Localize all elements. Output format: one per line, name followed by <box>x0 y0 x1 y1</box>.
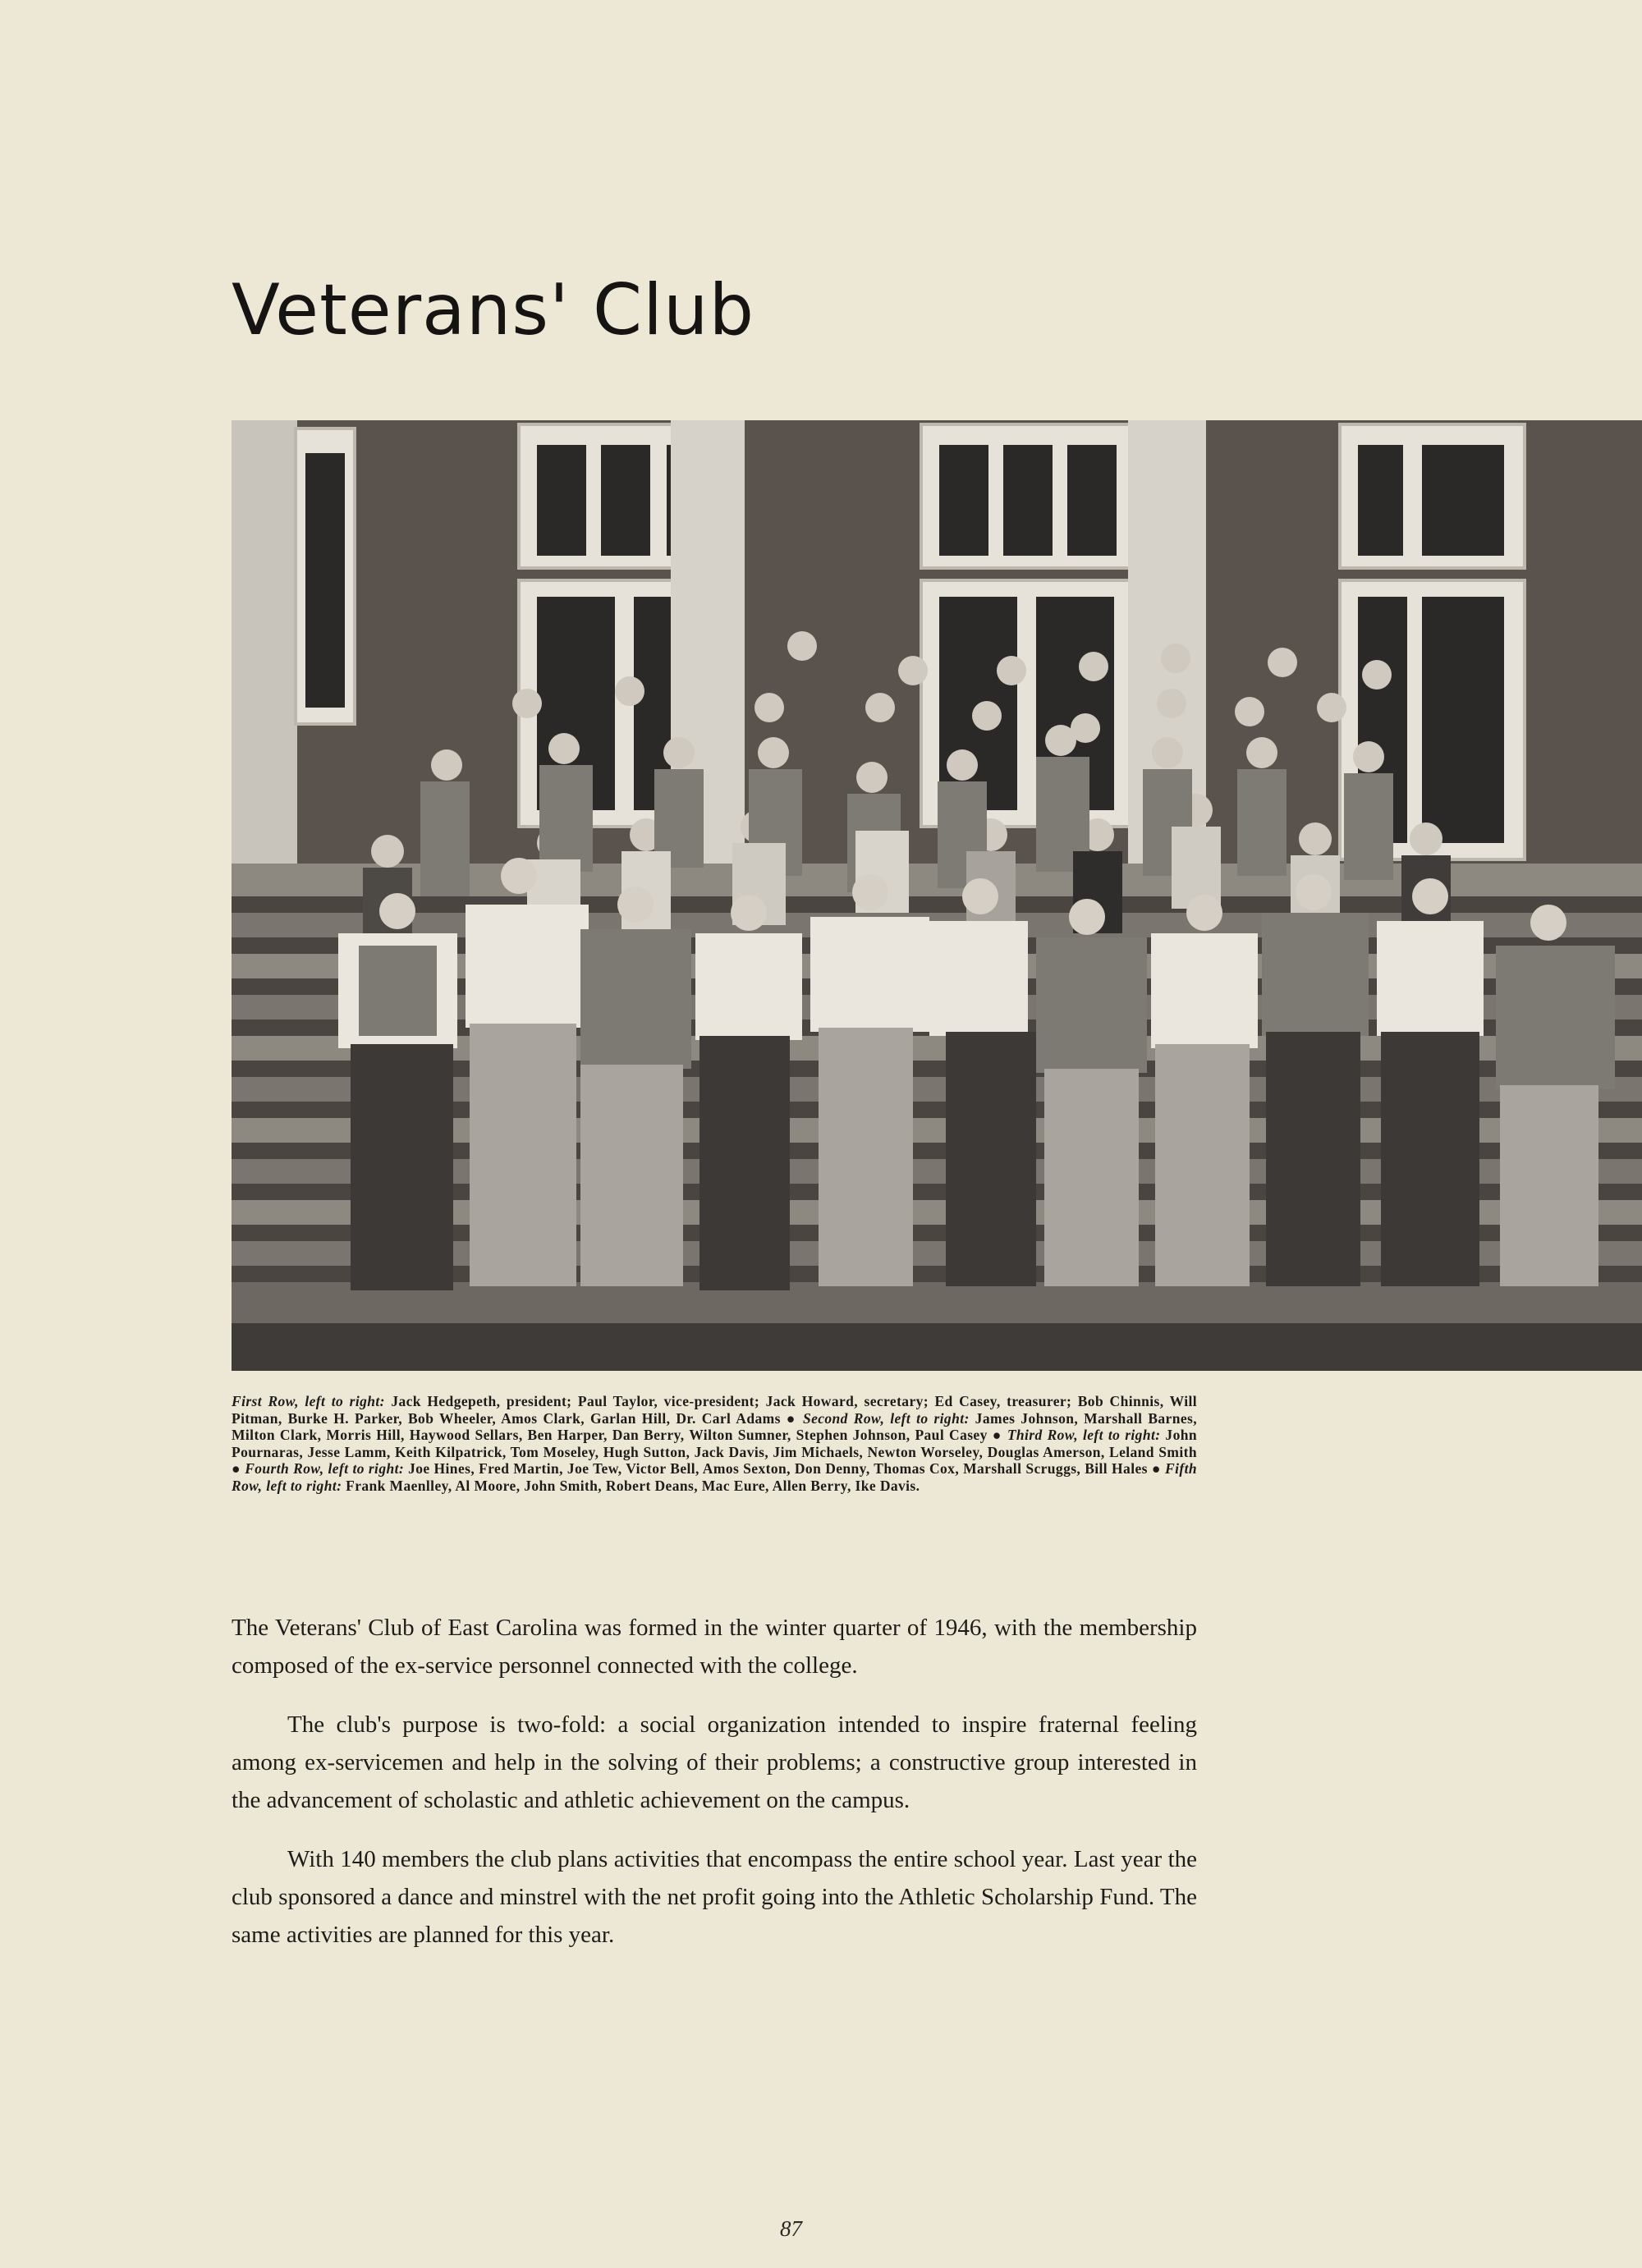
page-title: Veterans' Club <box>232 269 755 351</box>
caption-row-4-names: Joe Hines, Fred Martin, Joe Tew, Victor Bell, Amos Sexton, Don Denny, Thomas Cox, Marshall Scruggs, Bill Hales <box>404 1460 1152 1477</box>
caption-row-5-names: Frank Maenlley, Al Moore, John Smith, Robert Deans, Mac Eure, Allen Berry, Ike Davis. <box>342 1477 920 1494</box>
body-paragraph-3: With 140 members the club plans activities that encompass the entire school year. Last year the club sponsored a dance and minstrel with the net profit going into the Athletic Scholarship Fund. The same activities are planned for this year. <box>232 1846 1197 1948</box>
caption-row-4-label: Fourth Row, left to right: <box>245 1460 405 1477</box>
caption-row-1-label: First Row, left to right: <box>232 1393 385 1409</box>
caption-row-5-label: Fifth Row, left to right: <box>232 1460 1197 1494</box>
body-paragraph-1: The Veterans' Club of East Carolina was formed in the winter quarter of 1946, with the membership composed of the ex-service personnel connected with the college. <box>232 1615 1197 1679</box>
caption-separator: ● <box>1151 1460 1162 1477</box>
caption-separator: ● <box>232 1460 241 1477</box>
page-number: 87 <box>780 2216 802 2241</box>
article-body <box>232 1609 1197 1975</box>
caption-row-1-names: Jack Hedgepeth, president; Paul Taylor, vice-president; Jack Howard, secretary; Ed Casey, treasurer; Bob Chinnis, Will Pitman, Burke H. Parker, Bob Wheeler, Amos Clark, Garlan Hill, Dr. Carl Adams <box>232 1393 1197 1427</box>
caption-row-3-names: John Pournaras, Jesse Lamm, Keith Kilpatrick, Tom Moseley, Hugh Sutton, Jack Davis, Jim Michaels, Newton Worseley, Douglas Amerson, Leland Smith <box>232 1427 1197 1460</box>
group-photo-illustration <box>232 420 1642 1371</box>
caption-separator: ● <box>992 1427 1002 1443</box>
caption-row-2-label: Second Row, left to right: <box>802 1409 970 1427</box>
photo-caption <box>232 1393 1197 1494</box>
body-paragraph-2: The club's purpose is two-fold: a social organization intended to inspire fraternal feeling among ex-servicemen and help in the solving of their problems; a constructive group interested in the advancement of scholastic and athletic achievement on the campus. <box>232 1711 1197 1813</box>
caption-separator: ● <box>786 1409 797 1427</box>
group-photo <box>232 420 1642 1371</box>
caption-row-3-label: Third Row, left to right: <box>1007 1427 1161 1443</box>
caption-row-2-names: James Johnson, Marshall Barnes, Milton Clark, Morris Hill, Haywood Sellars, Ben Harper, Dan Berry, Wilton Sumner, Stephen Johnson, Paul Casey <box>232 1409 1198 1443</box>
